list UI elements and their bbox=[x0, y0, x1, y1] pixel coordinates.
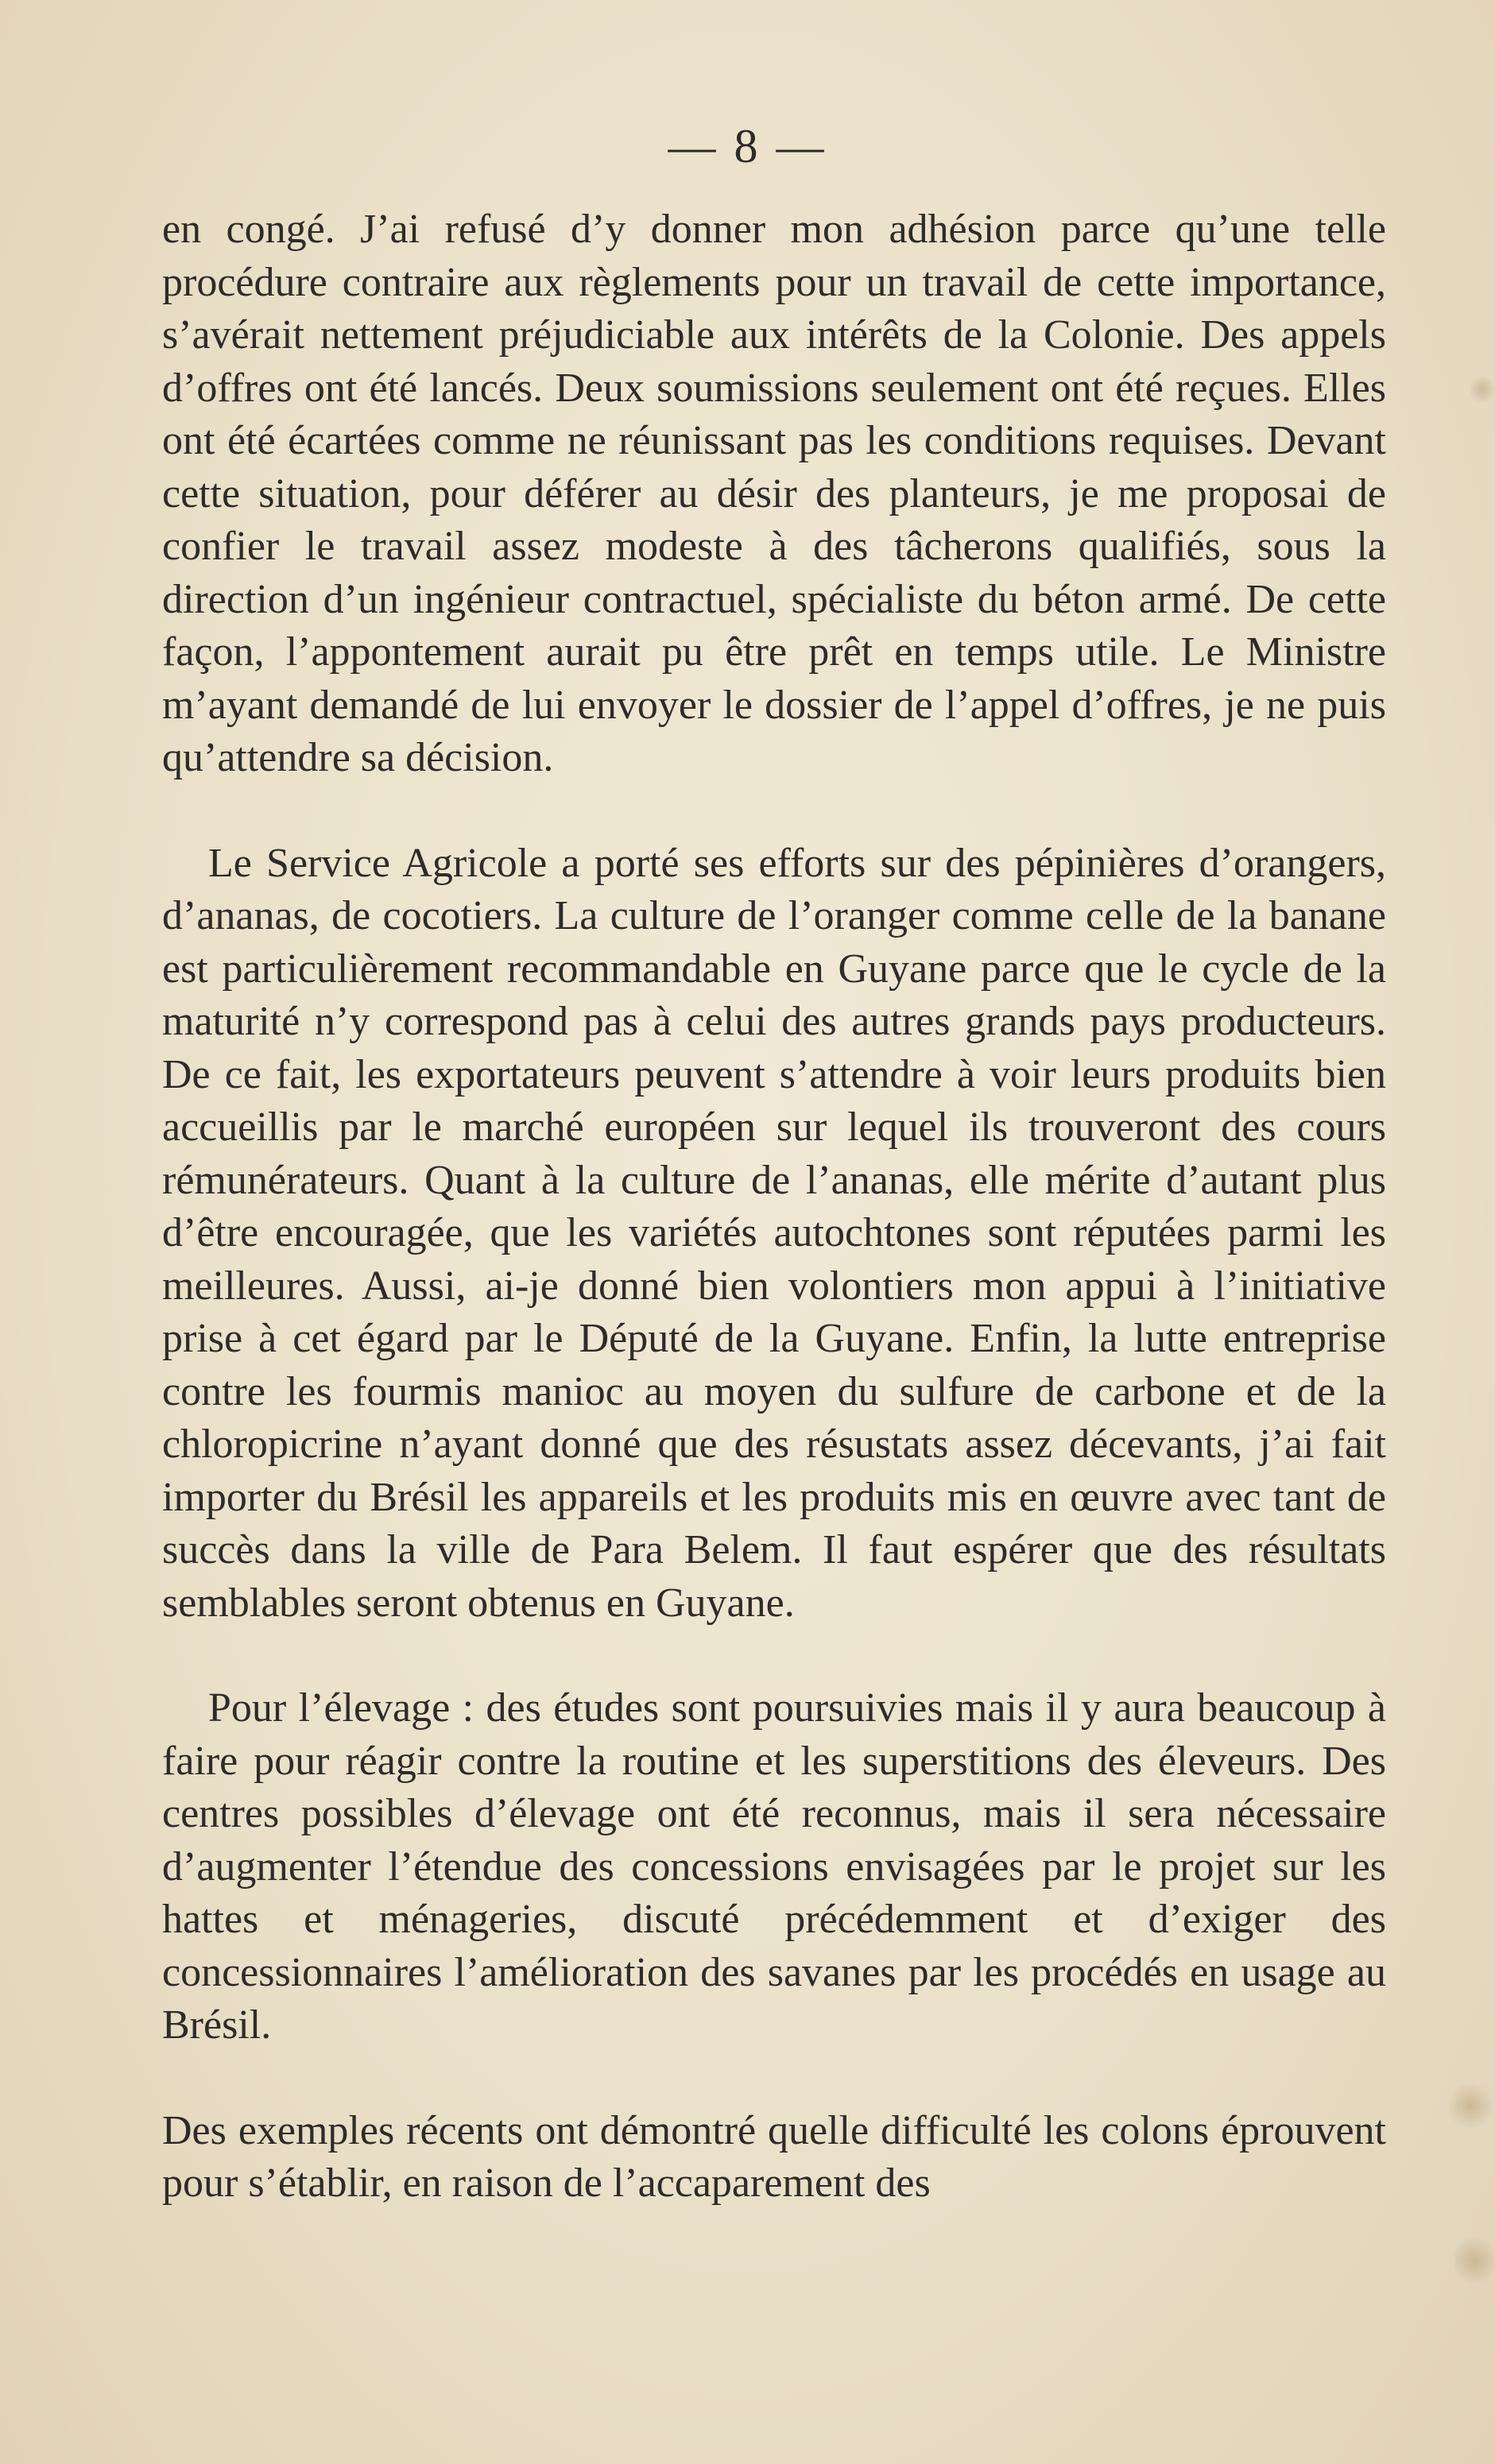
page-number: — 8 — bbox=[668, 120, 827, 172]
paragraph: Pour l’élevage : des études sont poursuivies mais il y aura beaucoup à faire pour réagir contre la routine et les superstitions des éleveurs. Des centres possibles d’élevage ont été reconnus, mais il sera nécessaire d’augmenter l’étendue des concessions envisagées par le projet sur les hattes et ménageries, discuté précédemment et d’exiger des concessionnaires l’amélioration des savanes par les procédés en usage au Brésil. bbox=[162, 1685, 1386, 2048]
paper-stain bbox=[1470, 373, 1494, 405]
paper-stain bbox=[1447, 2082, 1494, 2129]
paper-stain bbox=[1454, 2233, 1494, 2288]
body-text bbox=[162, 203, 1386, 2263]
paragraph: Des exemples récents ont démontré quelle difficulté les colons éprouvent pour s’établir, en raison de l’accaparement des bbox=[162, 2107, 1386, 2206]
paragraph: en congé. J’ai refusé d’y donner mon adhésion parce qu’une telle procédure contraire aux règlements pour un travail de cette importance, s’avérait nettement préjudiciable aux intérêts de la Colonie. Des appels d’offres ont été lancés. Deux soumissions seulement ont été reçues. Elles ont été écartées comme ne réunissant pas les conditions requises. Devant cette situation, pour déférer au désir des planteurs, je me proposai de confier le travail assez modeste à des tâcherons qualifiés, sous la direction d’un ingénieur contractuel, spécialiste du béton armé. De cette façon, l’appontement aurait pu être prêt en temps utile. Le Ministre m’ayant demandé de lui envoyer le dossier de l’appel d’offres, je ne puis qu’attendre sa décision. bbox=[162, 207, 1386, 780]
paragraph: Le Service Agricole a porté ses efforts sur des pépinières d’orangers, d’ananas, de cocotiers. La culture de l’oranger comme celle de la banane est particulièrement recommandable en Guyane parce que le cycle de la maturité n’y correspond pas à celui des autres grands pays producteurs. De ce fait, les exportateurs peuvent s’attendre à voir leurs produits bien accueillis par le marché européen sur lequel ils trouveront des cours rémunérateurs. Quant à la culture de l’ananas, elle mérite d’autant plus d’être encouragée, que les variétés autochtones sont réputées parmi les meilleures. Aussi, ai-je donné bien volontiers mon appui à l’initiative prise à cet égard par le Député de la Guyane. Enfin, la lutte entreprise contre les fourmis manioc au moyen du sulfure de carbone et de la chloropicrine n’ayant donné que des résustats assez décevants, j’ai fait importer du Brésil les appareils et les produits mis en œuvre avec tant de succès dans la ville de Para Belem. Il faut espérer que des résultats semblables seront obtenus en Guyane. bbox=[162, 840, 1386, 1626]
